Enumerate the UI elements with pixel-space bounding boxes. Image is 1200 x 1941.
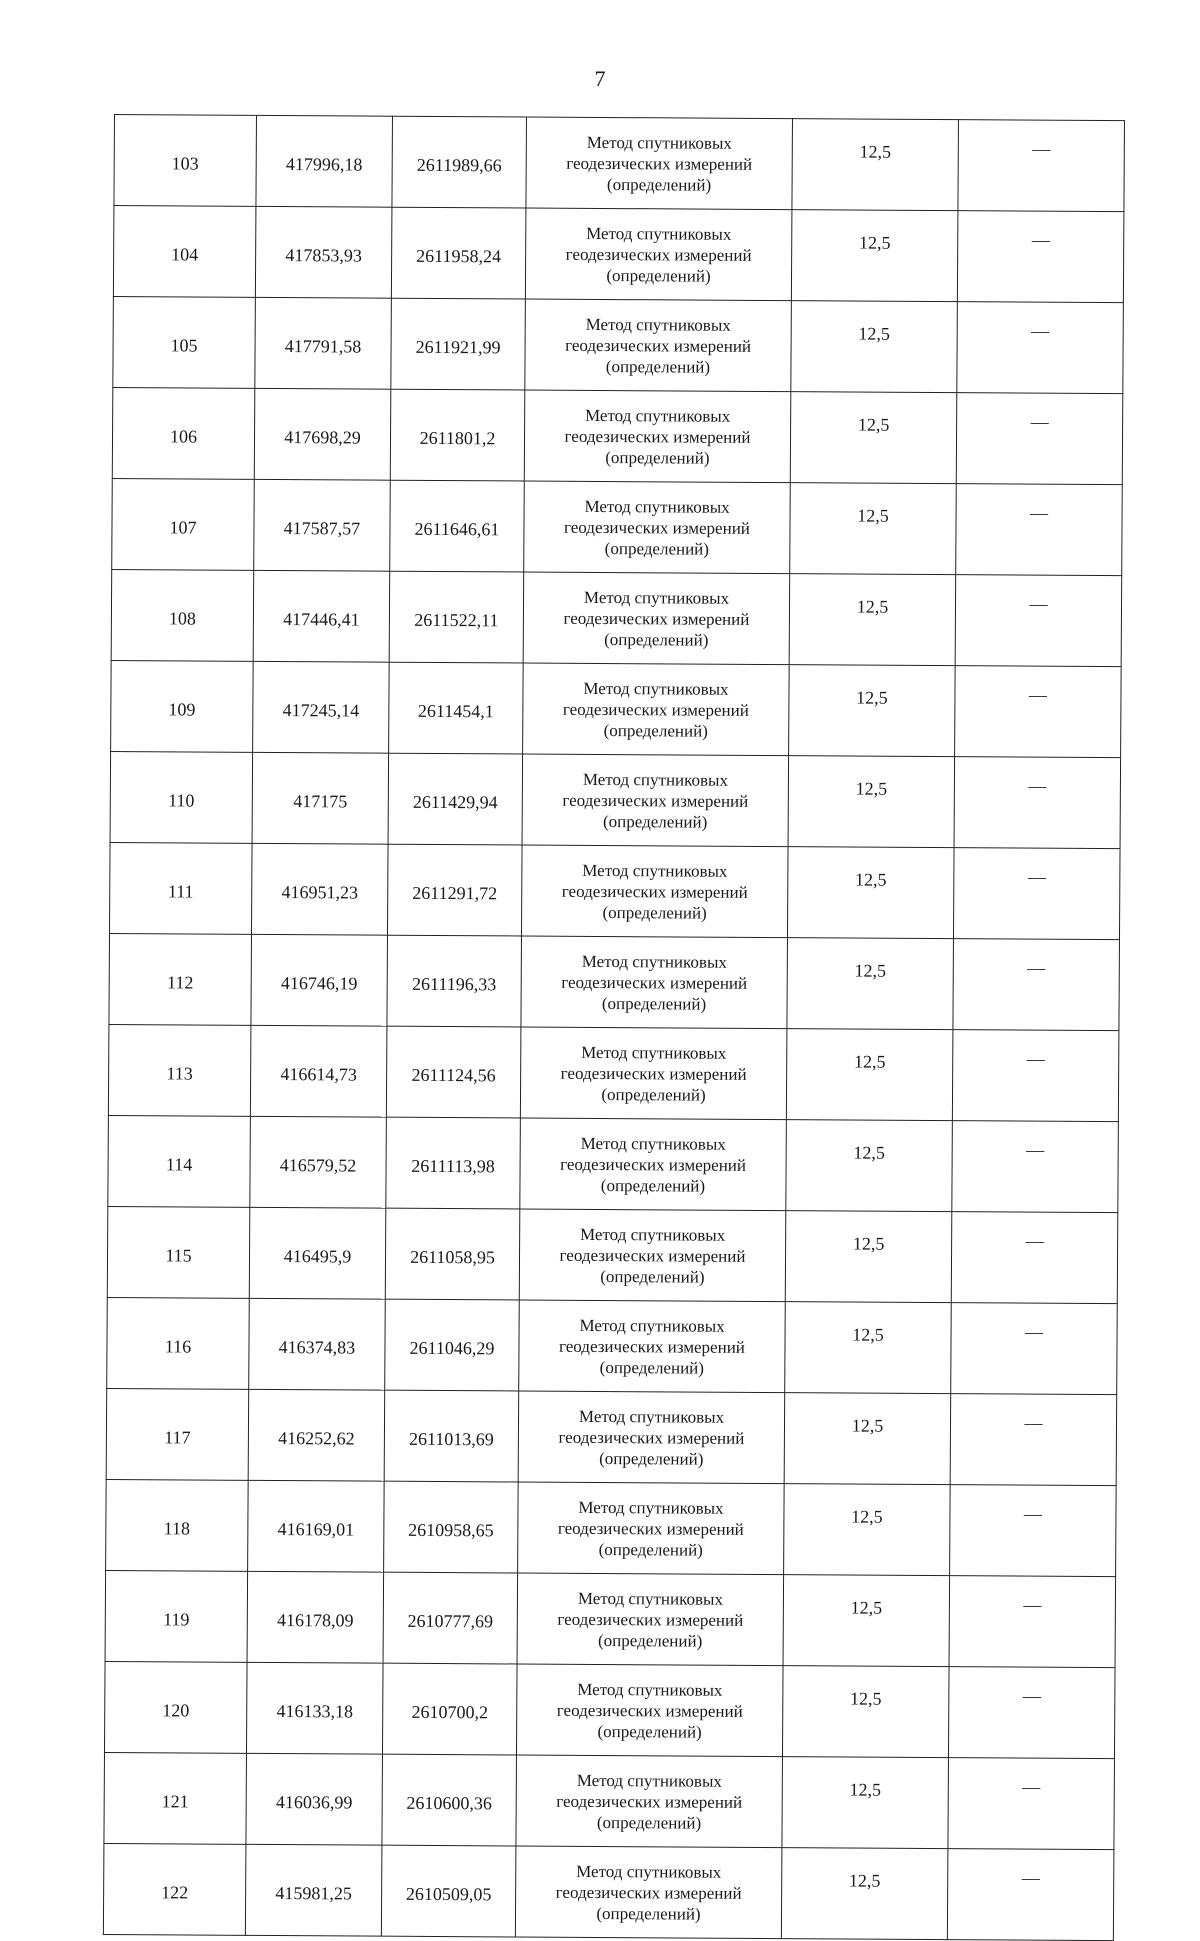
point-number-cell: 107 <box>112 478 255 570</box>
method-line: (определений) <box>604 629 709 650</box>
dash-mark: — <box>1030 411 1049 432</box>
coordinate-y-cell: 2611124,56 <box>386 1026 521 1118</box>
table-row <box>106 1479 1117 1576</box>
table-row <box>110 751 1121 848</box>
coordinate-y-cell: 2610777,69 <box>383 1572 518 1664</box>
method-line: геодезических измерений <box>556 1700 743 1721</box>
method-line: (определений) <box>605 447 710 468</box>
point-number-cell: 115 <box>107 1206 250 1298</box>
dash-mark: — <box>1029 593 1048 614</box>
method-line: геодезических измерений <box>566 153 753 174</box>
dash-mark: — <box>1021 1867 1040 1888</box>
method-line: (определений) <box>601 1084 706 1105</box>
method-line: (определений) <box>602 902 707 923</box>
method-line: геодезических измерений <box>560 1154 747 1175</box>
point-number-cell: 122 <box>103 1843 246 1935</box>
coordinate-x-cell: 416374,83 <box>249 1298 386 1390</box>
accuracy-cell: 12,5 <box>786 1120 953 1212</box>
coordinate-y-cell: 2611113,98 <box>386 1117 521 1209</box>
table-row <box>108 1115 1119 1212</box>
method-line: (определений) <box>606 174 712 195</box>
point-number-cell: 114 <box>108 1115 251 1207</box>
point-number-cell: 113 <box>108 1024 251 1116</box>
accuracy-cell: 12,5 <box>785 1302 952 1394</box>
method-line: геодезических измерений <box>556 1791 743 1812</box>
table-row <box>103 1843 1114 1940</box>
table-row <box>104 1661 1115 1758</box>
dash-mark: — <box>1023 1503 1043 1524</box>
method-cell <box>515 1846 782 1939</box>
method-line: Метод спутниковых <box>584 496 730 517</box>
coordinate-x-cell: 416746,19 <box>251 934 388 1026</box>
coordinate-x-cell: 416036,99 <box>246 1753 383 1845</box>
table-row <box>112 478 1123 575</box>
table-row <box>107 1206 1118 1303</box>
point-number-cell: 103 <box>114 115 257 207</box>
method-cell <box>525 208 792 301</box>
coordinate-y-cell: 2611196,33 <box>387 935 522 1027</box>
method-line: Метод спутниковых <box>576 1861 722 1882</box>
method-line: Метод спутниковых <box>585 314 731 335</box>
method-cell <box>518 1482 785 1575</box>
coordinate-y-cell: 2611291,72 <box>387 844 522 936</box>
note-cell <box>950 1485 1117 1577</box>
method-cell <box>520 1027 787 1120</box>
method-line: Метод спутниковых <box>577 1588 724 1609</box>
accuracy-cell: 12,5 <box>791 210 958 302</box>
accuracy-cell: 12,5 <box>789 574 956 666</box>
table-row <box>111 569 1122 666</box>
method-line: (определений) <box>596 1903 701 1924</box>
accuracy-cell: 12,5 <box>784 1484 951 1576</box>
point-number-cell: 111 <box>109 842 252 934</box>
coordinate-y-cell: 2611958,24 <box>391 207 526 299</box>
coordinates-table <box>103 114 1125 1941</box>
method-line: геодезических измерений <box>562 790 749 811</box>
method-line: геодезических измерений <box>564 426 751 447</box>
coordinate-y-cell: 2611013,69 <box>384 1390 519 1482</box>
accuracy-cell: 12,5 <box>790 483 957 575</box>
note-cell <box>955 575 1122 667</box>
dash-mark: — <box>1028 775 1047 796</box>
dash-mark: — <box>1027 866 1046 887</box>
method-line: геодезических измерений <box>558 1336 745 1357</box>
point-number-cell: 120 <box>104 1661 247 1753</box>
note-cell <box>957 302 1124 394</box>
method-line: (определений) <box>598 1539 703 1560</box>
note-cell <box>948 1667 1115 1759</box>
coordinate-y-cell: 2611454,1 <box>389 662 524 754</box>
note-cell <box>951 1212 1118 1304</box>
coordinate-x-cell: 417587,57 <box>254 479 391 571</box>
accuracy-cell: 12,5 <box>784 1393 951 1485</box>
coordinate-x-cell: 416133,18 <box>246 1662 383 1754</box>
method-line: Метод спутниковых <box>578 1497 724 1518</box>
method-cell <box>516 1664 783 1757</box>
coordinate-x-cell: 417245,14 <box>253 661 390 753</box>
dash-mark: — <box>1022 1776 1041 1797</box>
note-cell <box>948 1758 1115 1850</box>
method-line: (определений) <box>599 1448 704 1469</box>
point-number-cell: 116 <box>107 1297 250 1389</box>
dash-mark: — <box>1025 1230 1044 1251</box>
note-cell <box>953 939 1120 1031</box>
dash-mark: — <box>1027 957 1046 978</box>
method-cell <box>517 1573 784 1666</box>
method-line: Метод спутниковых <box>581 951 727 972</box>
accuracy-cell: 12,5 <box>787 847 954 939</box>
note-cell <box>955 666 1122 758</box>
method-line: Метод спутниковых <box>578 1406 725 1427</box>
method-line: Метод спутниковых <box>579 1315 725 1336</box>
table-row <box>114 115 1125 212</box>
accuracy-cell: 12,5 <box>786 1029 953 1121</box>
coordinate-y-cell: 2610700,2 <box>382 1663 517 1755</box>
method-line: геодезических измерений <box>558 1427 745 1448</box>
method-cell <box>520 1118 787 1211</box>
table-row <box>113 296 1124 393</box>
note-cell <box>954 757 1121 849</box>
coordinate-x-cell: 416178,09 <box>247 1571 384 1663</box>
method-line: (определений) <box>601 993 707 1014</box>
method-line: Метод спутниковых <box>576 1770 722 1791</box>
accuracy-cell: 12,5 <box>787 938 954 1030</box>
method-cell <box>524 390 791 483</box>
method-line: геодезических измерений <box>557 1518 744 1539</box>
coordinates-table-wrapper <box>103 114 1124 1941</box>
method-line: Метод спутниковых <box>583 678 729 699</box>
table-row <box>109 842 1120 939</box>
method-line: геодезических измерений <box>560 1063 747 1084</box>
dash-mark: — <box>1030 502 1049 523</box>
table-row <box>113 206 1124 303</box>
note-cell <box>952 1121 1119 1213</box>
coordinate-x-cell: 417853,93 <box>255 206 392 298</box>
coordinate-x-cell: 417698,29 <box>254 388 391 480</box>
accuracy-cell: 12,5 <box>785 1211 952 1303</box>
note-cell <box>957 211 1124 303</box>
coordinate-y-cell: 2610958,65 <box>384 1481 519 1573</box>
table-row <box>109 933 1120 1030</box>
method-line: (определений) <box>600 1175 706 1196</box>
method-line: Метод спутниковых <box>581 1042 727 1063</box>
coordinate-y-cell: 2611921,99 <box>391 298 526 390</box>
method-cell <box>523 572 790 665</box>
table-body <box>103 115 1124 1941</box>
method-line: (определений) <box>597 1721 702 1742</box>
dash-mark: — <box>1022 1685 1041 1706</box>
coordinate-y-cell: 2611801,2 <box>390 389 525 481</box>
coordinate-x-cell: 416169,01 <box>248 1480 385 1572</box>
method-line: (определений) <box>600 1266 705 1287</box>
method-line: геодезических измерений <box>561 881 748 902</box>
coordinate-x-cell: 416495,9 <box>249 1207 386 1299</box>
method-line: Метод спутниковых <box>583 587 730 608</box>
accuracy-cell: 12,5 <box>788 756 955 848</box>
accuracy-cell: 12,5 <box>782 1757 949 1849</box>
table-row <box>111 660 1122 757</box>
coordinate-x-cell: 417175 <box>252 752 389 844</box>
accuracy-cell: 12,5 <box>792 119 959 211</box>
method-line: геодезических измерений <box>561 972 748 993</box>
point-number-cell: 121 <box>104 1752 247 1844</box>
note-cell <box>953 848 1120 940</box>
method-line: (определений) <box>606 265 711 286</box>
dash-mark: — <box>1024 1412 1043 1433</box>
method-line: (определений) <box>605 356 711 377</box>
point-number-cell: 110 <box>110 751 253 843</box>
method-line: Метод спутниковых <box>577 1679 723 1700</box>
coordinate-y-cell: 2611429,94 <box>388 753 523 845</box>
method-line: геодезических измерений <box>562 699 749 720</box>
method-line: Метод спутниковых <box>586 132 732 153</box>
method-line: геодезических измерений <box>559 1245 746 1266</box>
coordinate-x-cell: 415981,25 <box>245 1844 382 1936</box>
table-row <box>112 387 1123 484</box>
method-cell <box>522 754 789 847</box>
dash-mark: — <box>1025 1321 1044 1342</box>
coordinate-y-cell: 2611058,95 <box>385 1208 520 1300</box>
point-number-cell: 104 <box>113 206 256 298</box>
coordinate-x-cell: 416951,23 <box>251 843 388 935</box>
point-number-cell: 112 <box>109 933 252 1025</box>
method-line: Метод спутниковых <box>582 769 729 790</box>
method-line: Метод спутниковых <box>582 860 728 881</box>
table-row <box>106 1388 1117 1485</box>
coordinate-y-cell: 2611046,29 <box>385 1299 520 1391</box>
dash-mark: — <box>1026 1048 1045 1069</box>
coordinate-x-cell: 416614,73 <box>250 1025 387 1117</box>
method-line: (определений) <box>599 1357 705 1378</box>
method-cell <box>521 845 788 938</box>
method-line: (определений) <box>602 811 708 832</box>
method-cell <box>519 1300 786 1393</box>
point-number-cell: 118 <box>106 1479 249 1571</box>
note-cell <box>947 1849 1114 1941</box>
coordinate-y-cell: 2611989,66 <box>392 116 527 208</box>
note-cell <box>950 1394 1117 1486</box>
point-number-cell: 108 <box>111 569 254 661</box>
method-cell <box>523 663 790 756</box>
method-cell <box>516 1755 783 1848</box>
note-cell <box>949 1576 1116 1668</box>
method-line: (определений) <box>596 1812 702 1833</box>
table-row <box>104 1752 1115 1849</box>
dash-mark: — <box>1031 229 1050 250</box>
accuracy-cell: 12,5 <box>783 1575 950 1667</box>
method-line: геодезических измерений <box>557 1609 744 1630</box>
note-cell <box>956 484 1123 576</box>
accuracy-cell: 12,5 <box>782 1666 949 1758</box>
coordinate-x-cell: 417446,41 <box>253 570 390 662</box>
table-row <box>108 1024 1119 1121</box>
coordinate-x-cell: 416579,52 <box>250 1116 387 1208</box>
accuracy-cell: 12,5 <box>789 665 956 757</box>
method-line: Метод спутниковых <box>586 223 732 244</box>
point-number-cell: 105 <box>113 296 256 388</box>
method-line: Метод спутниковых <box>580 1133 726 1154</box>
method-cell <box>521 936 788 1029</box>
method-cell <box>518 1391 785 1484</box>
method-cell <box>519 1209 786 1302</box>
coordinate-y-cell: 2610600,36 <box>382 1754 517 1846</box>
accuracy-cell: 12,5 <box>791 301 958 393</box>
method-line: Метод спутниковых <box>580 1224 726 1245</box>
method-line: Метод спутниковых <box>585 405 731 426</box>
coordinate-y-cell: 2611646,61 <box>390 480 525 572</box>
point-number-cell: 117 <box>106 1388 249 1480</box>
method-cell <box>524 481 791 574</box>
method-line: (определений) <box>603 720 708 741</box>
method-line: геодезических измерений <box>563 608 750 629</box>
point-number-cell: 119 <box>105 1570 248 1662</box>
coordinate-x-cell: 417791,58 <box>255 297 392 389</box>
coordinate-x-cell: 417996,18 <box>256 115 393 207</box>
dash-mark: — <box>1023 1594 1042 1615</box>
method-line: геодезических измерений <box>563 517 750 538</box>
method-line: (определений) <box>597 1630 703 1651</box>
coordinate-x-cell: 416252,62 <box>248 1389 385 1481</box>
accuracy-cell: 12,5 <box>781 1848 948 1940</box>
page-number: 7 <box>594 66 606 91</box>
dash-mark: — <box>1028 684 1048 705</box>
method-cell <box>525 299 792 392</box>
dash-mark: — <box>1032 138 1051 159</box>
point-number-cell: 109 <box>111 660 254 752</box>
method-line: (определений) <box>604 538 710 559</box>
point-number-cell: 106 <box>112 387 255 479</box>
accuracy-cell: 12,5 <box>790 392 957 484</box>
note-cell <box>951 1303 1118 1395</box>
method-line: геодезических измерений <box>565 335 752 356</box>
method-cell <box>526 117 793 210</box>
coordinate-y-cell: 2611522,11 <box>389 571 524 663</box>
table-row <box>107 1297 1118 1394</box>
table-row <box>105 1570 1116 1667</box>
dash-mark: — <box>1026 1139 1045 1160</box>
method-line: геодезических измерений <box>555 1882 742 1903</box>
dash-mark: — <box>1031 320 1050 341</box>
coordinate-y-cell: 2610509,05 <box>381 1845 516 1937</box>
note-cell <box>956 393 1123 485</box>
note-cell <box>958 120 1125 212</box>
method-line: геодезических измерений <box>565 244 752 265</box>
note-cell <box>952 1030 1119 1122</box>
